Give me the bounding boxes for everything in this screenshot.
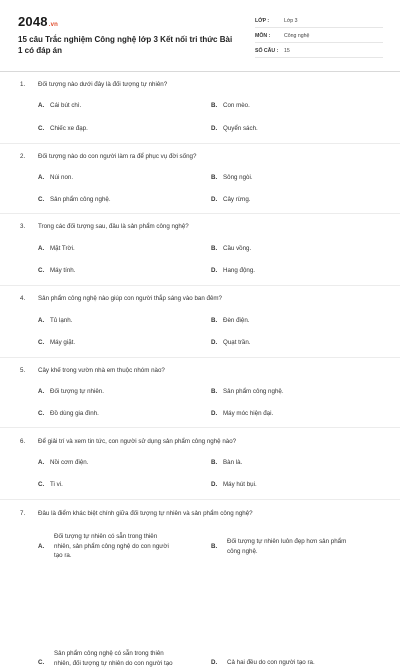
question-2-text xyxy=(20,153,196,160)
question-6-option-c[interactable] xyxy=(38,481,63,488)
question-6-option-d[interactable] xyxy=(211,481,257,488)
option-letter: C. xyxy=(38,659,45,666)
question-4-option-c[interactable] xyxy=(38,339,75,346)
option-letter: C. xyxy=(38,339,45,346)
question-1-text xyxy=(20,81,167,88)
option-letter: A. xyxy=(38,388,45,395)
question-7-option-d[interactable] xyxy=(211,658,391,668)
option-text: Đối tượng tự nhiên. xyxy=(50,388,104,395)
option-text: Sản phẩm công nghệ. xyxy=(50,196,111,203)
question-stem: Đâu là điểm khác biệt chính giữa đối tượng tự nhiên và sản phẩm công nghệ? xyxy=(38,510,253,517)
meta-row-grade xyxy=(255,14,383,28)
question-6-option-a[interactable] xyxy=(38,459,88,466)
option-text: Con mèo. xyxy=(223,102,250,109)
option-text: Sông ngòi. xyxy=(223,174,253,181)
option-text: Tủ lạnh. xyxy=(50,317,73,324)
option-text: Quạt trần. xyxy=(223,339,251,346)
option-text xyxy=(54,532,169,561)
option-text xyxy=(227,658,315,668)
option-text-line: tạo ra. xyxy=(54,552,72,559)
option-text: Chiếc xe đạp. xyxy=(50,125,88,132)
question-1-option-c[interactable] xyxy=(38,125,88,132)
question-stem: Trong các đối tượng sau, đâu là sản phẩm công nghệ? xyxy=(38,223,189,230)
logo-text[interactable]: 2048 xyxy=(18,14,48,29)
question-2 xyxy=(0,144,400,214)
option-text: Máy móc hiện đại. xyxy=(223,410,274,417)
option-text: Núi non. xyxy=(50,174,74,181)
option-letter: C. xyxy=(38,267,45,274)
document-header xyxy=(0,0,400,72)
option-text-line: nhiên, đối tượng tự nhiên do con người tạo xyxy=(54,659,173,667)
option-letter: B. xyxy=(211,543,218,550)
option-text-line: nhiên, sản phẩm công nghệ do con người xyxy=(54,542,169,550)
option-letter: B. xyxy=(211,174,218,181)
option-text: Hang động. xyxy=(223,267,255,274)
question-3-option-c[interactable] xyxy=(38,267,75,274)
meta-key-subject: MÔN : xyxy=(255,32,271,39)
question-5-option-b[interactable] xyxy=(211,388,284,395)
option-text-line: Đối tượng tự nhiên có sẵn trong thiên xyxy=(54,533,158,540)
option-text xyxy=(54,649,173,668)
question-1-option-a[interactable] xyxy=(38,102,81,109)
option-letter: D. xyxy=(211,410,218,417)
option-text: Cầu vồng. xyxy=(223,245,252,252)
option-letter: A. xyxy=(38,459,45,466)
question-3-option-a[interactable] xyxy=(38,245,75,252)
option-letter: D. xyxy=(211,267,218,274)
option-text: Nồi cơm điện. xyxy=(50,459,89,466)
question-stem: Cây khế trong vườn nhà em thuộc nhóm nào? xyxy=(38,367,165,374)
option-letter: C. xyxy=(38,196,45,203)
option-letter: D. xyxy=(211,481,218,488)
question-5-option-c[interactable] xyxy=(38,410,99,417)
option-letter: B. xyxy=(211,102,218,109)
question-2-option-b[interactable] xyxy=(211,174,253,181)
question-stem: Đối tượng nào do con người làm ra để phục vụ đời sống? xyxy=(38,153,197,160)
option-text: Sản phẩm công nghệ. xyxy=(223,388,284,395)
option-text-line: công nghệ. xyxy=(227,547,258,555)
question-2-option-a[interactable] xyxy=(38,174,73,181)
option-letter: D. xyxy=(211,196,218,203)
option-text: Quyển sách. xyxy=(223,125,258,132)
page-title: 15 câu Trắc nghiệm Công nghệ lớp 3 Kết nối tri thức Bài 1 có đáp án xyxy=(18,35,233,55)
logo-suffix[interactable]: .vn xyxy=(48,22,59,28)
question-1 xyxy=(0,72,400,144)
question-4-option-a[interactable] xyxy=(38,317,72,324)
question-7-text xyxy=(20,510,253,517)
question-number: 4. xyxy=(20,295,26,302)
option-text: Cái bút chì. xyxy=(50,102,82,109)
question-1-option-d[interactable] xyxy=(211,125,258,132)
option-letter: B. xyxy=(211,459,218,466)
question-5-text xyxy=(20,367,165,374)
option-letter: B. xyxy=(211,245,218,252)
meta-key-grade: LỚP : xyxy=(255,17,270,24)
question-2-option-d[interactable] xyxy=(211,196,251,203)
question-number: 5. xyxy=(20,367,26,374)
option-letter: B. xyxy=(211,388,218,395)
option-text: Máy tính. xyxy=(50,267,76,274)
question-1-option-b[interactable] xyxy=(211,102,250,109)
question-stem: Đối tượng nào dưới đây là đối tượng tự nhiên? xyxy=(38,81,168,88)
option-letter: A. xyxy=(38,102,45,109)
option-letter: A. xyxy=(38,174,45,181)
question-3 xyxy=(0,214,400,286)
question-4-option-d[interactable] xyxy=(211,339,251,346)
question-3-option-b[interactable] xyxy=(211,245,251,252)
option-letter: D. xyxy=(211,659,218,666)
option-text: Đồ dùng gia đình. xyxy=(50,410,99,417)
option-letter: C. xyxy=(38,410,45,417)
option-text-line: Cả hai đều do con người tạo ra. xyxy=(227,659,315,666)
option-letter: C. xyxy=(38,481,45,488)
question-5 xyxy=(0,358,400,428)
question-4-text xyxy=(20,295,222,302)
option-letter: A. xyxy=(38,543,45,550)
option-letter: A. xyxy=(38,245,45,252)
question-7-option-b[interactable] xyxy=(211,537,391,557)
question-6 xyxy=(0,428,400,500)
meta-value-subject: Công nghệ xyxy=(284,32,310,39)
question-3-option-d[interactable] xyxy=(211,267,255,274)
question-stem: Sản phẩm công nghệ nào giúp con người thắp sáng vào ban đêm? xyxy=(38,295,222,302)
option-letter: D. xyxy=(211,125,218,132)
question-number: 3. xyxy=(20,223,26,230)
question-7-option-a[interactable] xyxy=(38,532,208,562)
option-text: Máy hút bụi. xyxy=(223,481,257,488)
option-letter: B. xyxy=(211,317,218,324)
question-4-option-b[interactable] xyxy=(211,317,250,324)
option-letter: A. xyxy=(38,317,45,324)
meta-key-count: SỐ CÂU : xyxy=(255,47,279,54)
option-text: Bàn là. xyxy=(223,459,243,466)
option-text: Ti vi. xyxy=(50,481,63,488)
question-7-option-c[interactable] xyxy=(38,649,208,669)
question-number: 1. xyxy=(20,81,26,88)
option-text-line: Sản phẩm công nghệ có sẵn trong thiên xyxy=(54,650,164,657)
question-7 xyxy=(0,500,400,667)
option-text: Mặt Trời. xyxy=(50,245,75,252)
option-letter: D. xyxy=(211,339,218,346)
meta-value-grade: Lớp 3 xyxy=(284,17,298,24)
site-logo[interactable] xyxy=(18,14,58,29)
meta-value-count: 15 xyxy=(284,47,290,54)
question-6-option-b[interactable] xyxy=(211,459,242,466)
option-text: Đèn điện. xyxy=(223,317,250,324)
question-4 xyxy=(0,286,400,358)
option-text-line: Đối tượng tự nhiên luôn đẹp hơn sản phẩm xyxy=(227,538,347,545)
option-text: Máy giặt. xyxy=(50,339,76,346)
option-text xyxy=(227,537,346,556)
meta-row-count xyxy=(255,44,383,58)
question-5-option-d[interactable] xyxy=(211,410,273,417)
question-number: 7. xyxy=(20,510,26,517)
question-2-option-c[interactable] xyxy=(38,196,111,203)
question-6-text xyxy=(20,438,236,445)
option-letter: C. xyxy=(38,125,45,132)
meta-table xyxy=(255,14,383,59)
question-5-option-a[interactable] xyxy=(38,388,104,395)
meta-row-subject xyxy=(255,29,383,43)
question-number: 2. xyxy=(20,153,26,160)
question-stem: Để giải trí và xem tin tức, con người sử dụng sản phẩm công nghệ nào? xyxy=(38,438,237,445)
question-number: 6. xyxy=(20,438,26,445)
option-text: Cây rừng. xyxy=(223,196,251,203)
question-3-text xyxy=(20,223,189,230)
